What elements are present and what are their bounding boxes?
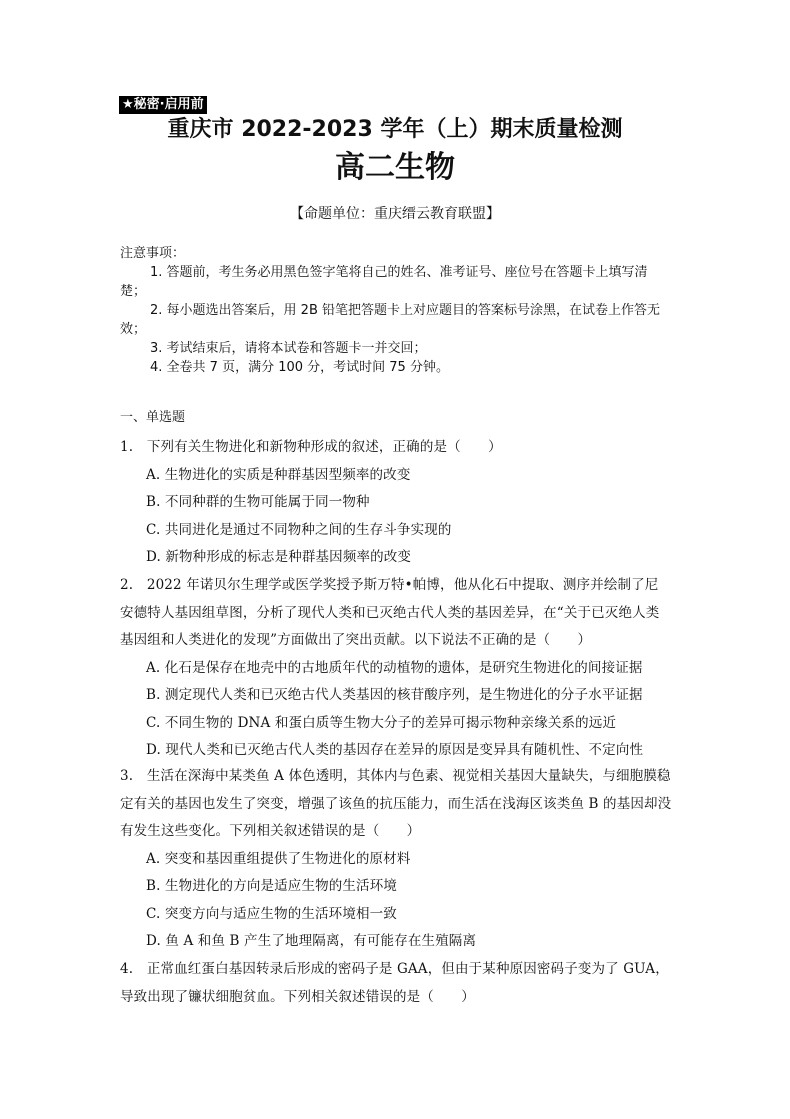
question-stem: 3. 生活在深海中某类鱼 A 体色透明，其体内与色素、视觉相关基因大量缺失，与细胞膜稳定有关的基因也发生了突变，增强了该鱼的抗压能力，而生活在浅海区该类鱼 B 的基因却没有发生这些变化。下列相关叙述错误的是（ ） <box>120 768 672 839</box>
option-b: B. 生物进化的方向是适应生物的生活环境 <box>146 878 398 894</box>
notice-item: 3. 考试结束后，请将本试卷和答题卡一并交回； <box>150 341 427 356</box>
notice-block <box>120 244 672 377</box>
notice-heading: 注意事项： <box>120 246 186 261</box>
issuing-unit: 【命题单位：重庆缙云教育联盟】 <box>290 206 500 222</box>
confidential-badge: ★秘密·启用前 <box>119 96 207 114</box>
option-c: C. 突变方向与适应生物的生活环境相一致 <box>146 905 397 922</box>
notice-item: 2. 每小题选出答案后，用 2B 铅笔把答题卡上对应题目的答案标号涂黑，在试卷上作答无效； <box>120 303 660 337</box>
question-4 <box>120 956 672 1011</box>
question-stem: 4. 正常血红蛋白基因转录后形成的密码子是 GAA，但由于某种原因密码子变为了 GUA，导致出现了镰状细胞贫血。下列相关叙述错误的是（ ） <box>120 961 669 1005</box>
option-c: C. 共同进化是通过不同物种之间的生存斗争实现的 <box>146 521 452 538</box>
option-a: A. 生物进化的实质是种群基因型频率的改变 <box>146 466 411 483</box>
question-2 <box>120 572 672 765</box>
option-a: A. 突变和基因重组提供了生物进化的原材料 <box>146 850 411 867</box>
question-1 <box>120 434 672 572</box>
question-stem: 1. 下列有关生物进化和新物种形成的叙述，正确的是（ ） <box>120 439 502 455</box>
option-d: D. 新物种形成的标志是种群基因频率的改变 <box>146 549 412 565</box>
option-d: D. 鱼 A 和鱼 B 产生了地理隔离，有可能存在生殖隔离 <box>146 933 477 949</box>
option-c: C. 不同生物的 DNA 和蛋白质等生物大分子的差异可揭示物种亲缘关系的远近 <box>146 714 617 731</box>
subject-title: 高二生物 <box>335 150 455 185</box>
question-3 <box>120 763 672 956</box>
option-b: B. 测定现代人类和已灭绝古代人类基因的核苷酸序列，是生物进化的分子水平证据 <box>146 687 643 703</box>
notice-item: 1. 答题前，考生务必用黑色签字笔将自己的姓名、准考证号、座位号在答题卡上填写清楚； <box>120 265 648 299</box>
section-title: 一、单选题 <box>120 410 186 425</box>
notice-item: 4. 全卷共 7 页，满分 100 分，考试时间 75 分钟。 <box>150 360 449 375</box>
exam-title: 重庆市 2022-2023 学年（上）期末质量检测 <box>167 117 623 142</box>
option-b: B. 不同种群的生物可能属于同一物种 <box>146 494 370 510</box>
option-d: D. 现代人类和已灭绝古代人类的基因存在差异的原因是变异具有随机性、不定向性 <box>146 742 644 758</box>
question-stem: 2. 2022 年诺贝尔生理学或医学奖授予斯万特•帕博，他从化石中提取、测序并绘制了尼安德特人基因组草图，分析了现代人类和已灭绝古代人类的基因差异，在“关于已灭绝人类基因组和人类进化的发现”方面做出了突出贡献。以下说法不正确的是（ ） <box>120 577 660 648</box>
option-a: A. 化石是保存在地壳中的古地质年代的动植物的遗体，是研究生物进化的间接证据 <box>146 659 643 676</box>
